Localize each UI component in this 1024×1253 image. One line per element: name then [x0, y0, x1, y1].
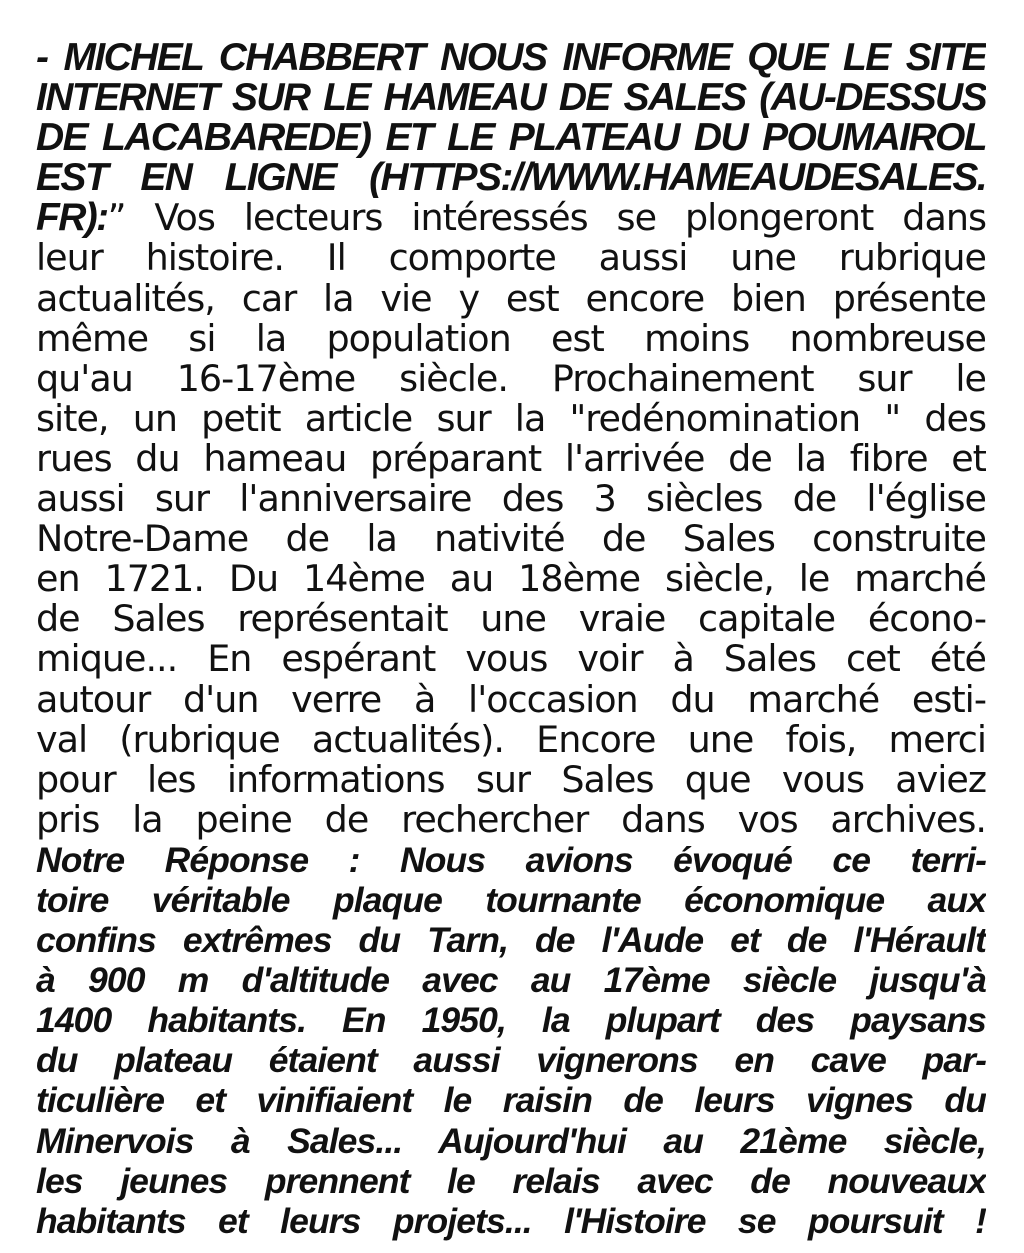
reply-line: 1400 habitants. En 1950, la plupart des paysans [36, 1000, 986, 1041]
reply-line: habitants et leurs projets... l'Histoire se poursuit ! [36, 1200, 986, 1241]
body-first-text: ” Vos lecteurs intéressés se plongeront dans [107, 198, 986, 239]
body-line: aussi sur l'anniversaire des 3 siècles de l'église [36, 479, 986, 520]
reply-line: Minervois à Sales... Aujourd'hui au 21ème siècle, [36, 1120, 986, 1161]
reply-line: du plateau étaient aussi vignerons en cave par- [36, 1040, 986, 1081]
body-line: pour les informations sur Sales que vous aviez [36, 759, 986, 800]
body-line: qu'au 16-17ème siècle. Prochainement sur le [36, 358, 986, 399]
heading-line: - MICHEL CHABBERT NOUS INFORME QUE LE SITE [36, 38, 986, 79]
heading-line: INTERNET SUR LE HAMEAU DE SALES (AU-DESSUS [36, 78, 986, 119]
heading-end: FR): [36, 198, 108, 239]
reply-line: les jeunes prennent le relais avec de nouveaux [36, 1160, 986, 1201]
body-line: mique... En espérant vous voir à Sales cet été [36, 639, 986, 680]
body-line: autour d'un verre à l'occasion du marché esti- [36, 679, 986, 720]
body-line: même si la population est moins nombreuse [36, 318, 986, 359]
reply-line: confins extrêmes du Tarn, de l'Aude et de l'Hérault [36, 920, 986, 961]
body-line: pris la peine de rechercher dans vos archives. [36, 799, 986, 840]
reply-line: Notre Réponse : Nous avions évoqué ce terri- [36, 839, 986, 880]
body-line: en 1721. Du 14ème au 18ème siècle, le marché [36, 559, 986, 600]
body-line: site, un petit article sur la "redénomination " des [36, 398, 986, 439]
body-line: de Sales représentait une vraie capitale écono- [36, 599, 986, 640]
body-line: rues du hameau préparant l'arrivée de la fibre et [36, 438, 986, 480]
heading-line: DE LACABAREDE) ET LE PLATEAU DU POUMAIROL [36, 118, 986, 159]
newspaper-clipping [36, 38, 986, 1241]
body-line: Notre-Dame de la nativité de Sales construite [36, 519, 986, 560]
heading-body-line [36, 198, 986, 238]
reply-line: toire véritable plaque tournante économique aux [36, 879, 986, 920]
reply-line: ticulière et vinifiaient le raisin de leurs vignes du [36, 1080, 986, 1121]
body-line: leur histoire. Il comporte aussi une rubrique [36, 238, 986, 279]
body-line: actualités, car la vie y est encore bien présente [36, 278, 986, 319]
heading-line: EST EN LIGNE (HTTPS://WWW.HAMEAUDESALES. [36, 158, 986, 199]
reply-line: à 900 m d'altitude avec au 17ème siècle jusqu'à [36, 960, 986, 1001]
body-line: val (rubrique actualités). Encore une fois, merci [36, 719, 986, 760]
